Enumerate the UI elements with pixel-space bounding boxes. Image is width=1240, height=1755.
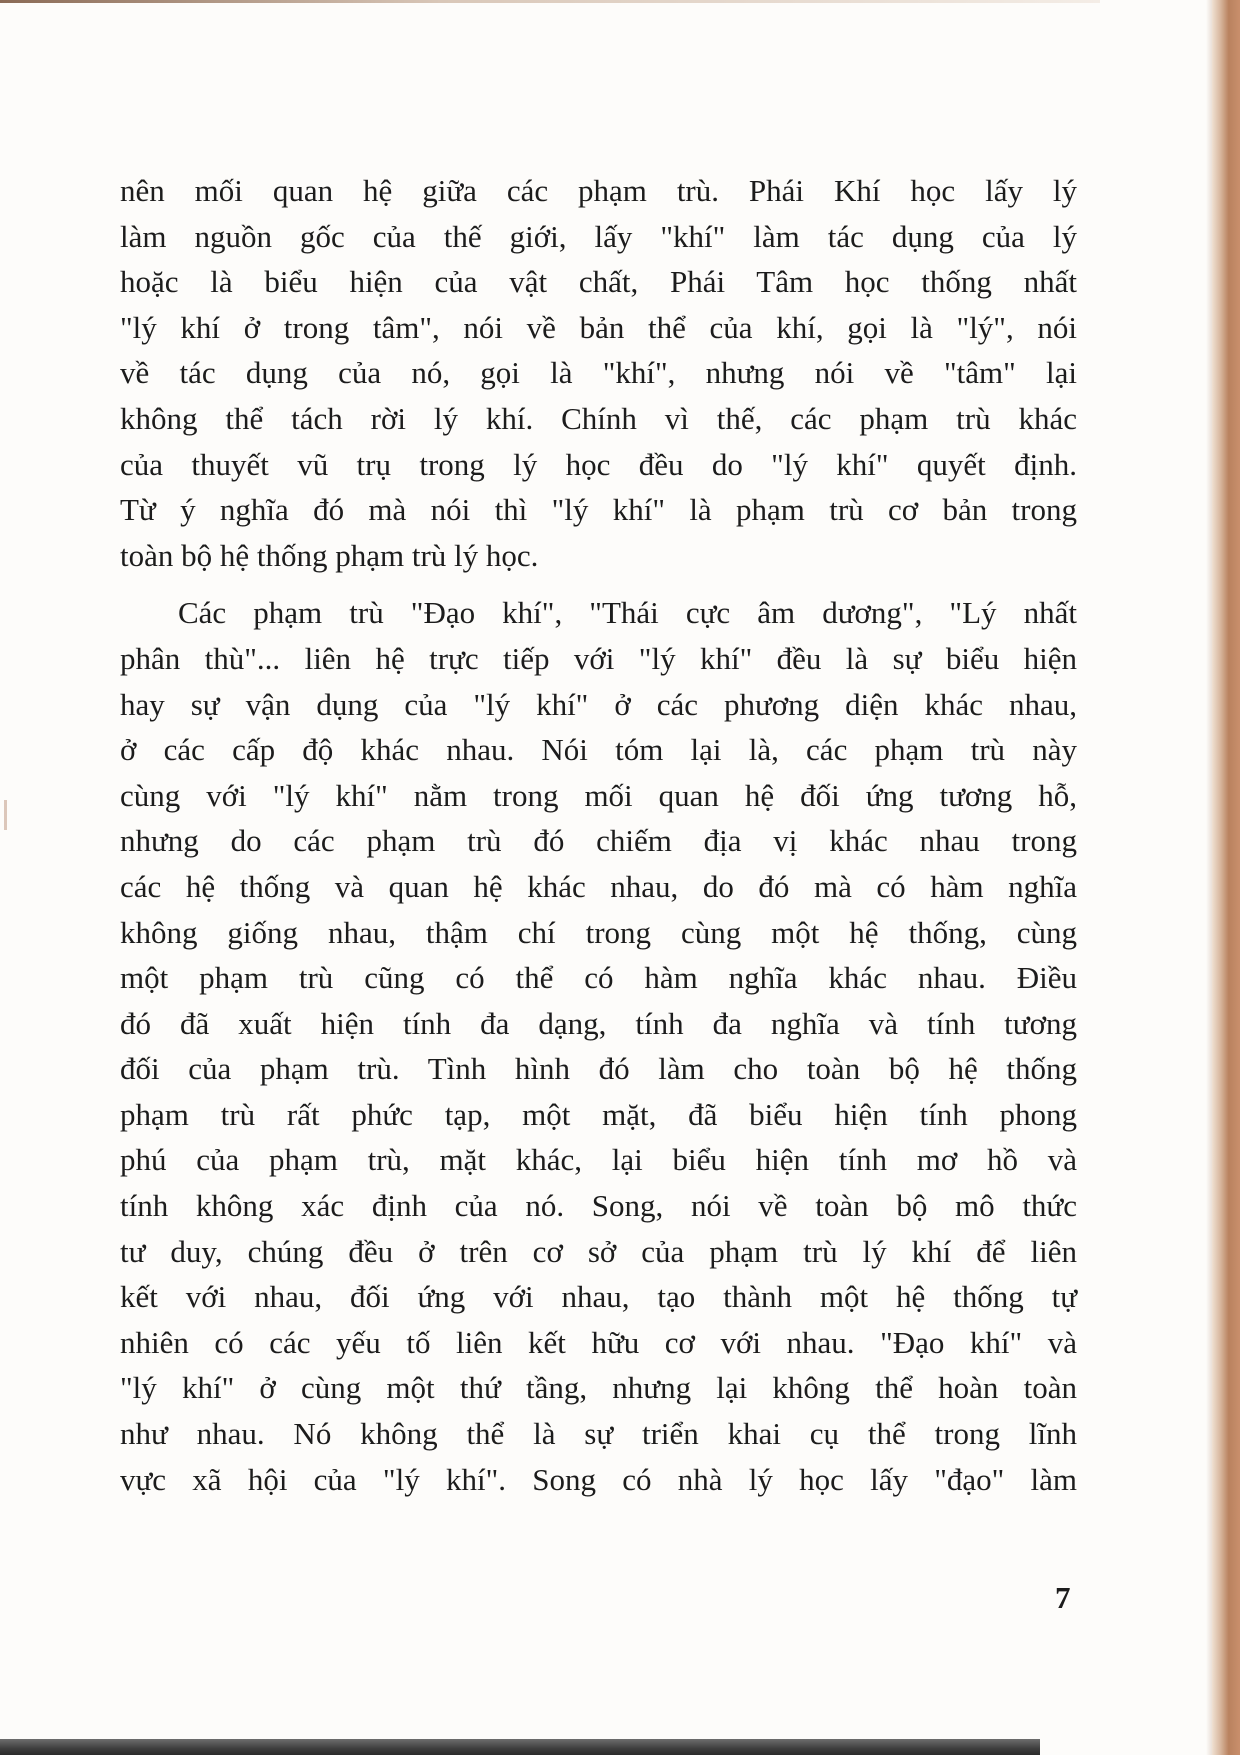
- text-line: nhiên có các yếu tố liên kết hữu cơ với nhau. "Đạo khí" và: [120, 1324, 1077, 1360]
- text-line: của thuyết vũ trụ trong lý học đều do "lý khí" quyết định.: [120, 446, 1077, 482]
- page-left-mark: [4, 800, 7, 830]
- page-bottom-edge: [0, 1739, 1040, 1755]
- text-line: phân thù"... liên hệ trực tiếp với "lý khí" đều là sự biểu hiện: [120, 640, 1077, 676]
- text-line: "lý khí ở trong tâm", nói về bản thể của khí, gọi là "lý", nói: [120, 309, 1077, 345]
- body-text: [120, 168, 1077, 1502]
- text-line: không thể tách rời lý khí. Chính vì thế, các phạm trù khác: [120, 400, 1077, 436]
- text-line: nhưng do các phạm trù đó chiếm địa vị khác nhau trong: [120, 823, 1077, 859]
- text-line: các hệ thống và quan hệ khác nhau, do đó mà có hàm nghĩa: [120, 868, 1077, 904]
- page-top-edge: [0, 0, 1100, 3]
- text-line: hoặc là biểu hiện của vật chất, Phái Tâm học thống nhất: [120, 264, 1077, 300]
- text-line: một phạm trù cũng có thể có hàm nghĩa khác nhau. Điều: [120, 960, 1077, 996]
- text-line: hay sự vận dụng của "lý khí" ở các phương diện khác nhau,: [120, 686, 1077, 722]
- text-line: kết với nhau, đối ứng với nhau, tạo thành một hệ thống tự: [120, 1279, 1077, 1315]
- text-line: như nhau. Nó không thể là sự triển khai cụ thể trong lĩnh: [120, 1416, 1077, 1452]
- page-number: 7: [1055, 1580, 1071, 1615]
- text-line: toàn bộ hệ thống phạm trù lý học.: [120, 537, 539, 573]
- text-line: phú của phạm trù, mặt khác, lại biểu hiện tính mơ hồ và: [120, 1142, 1077, 1178]
- text-line: tính không xác định của nó. Song, nói về toàn bộ mô thức: [120, 1188, 1077, 1224]
- text-line: không giống nhau, thậm chí trong cùng một hệ thống, cùng: [120, 914, 1077, 950]
- text-line: về tác dụng của nó, gọi là "khí", nhưng nói về "tâm" lại: [120, 355, 1077, 391]
- text-line: đối của phạm trù. Tình hình đó làm cho toàn bộ hệ thống: [120, 1051, 1077, 1087]
- text-line: tư duy, chúng đều ở trên cơ sở của phạm trù lý khí để liên: [120, 1233, 1077, 1269]
- text-line: đó đã xuất hiện tính đa dạng, tính đa nghĩa và tính tương: [120, 1005, 1077, 1041]
- page-right-edge: [1212, 0, 1240, 1755]
- text-line: Từ ý nghĩa đó mà nói thì "lý khí" là phạm trù cơ bản trong: [120, 492, 1077, 528]
- text-line: ở các cấp độ khác nhau. Nói tóm lại là, các phạm trù này: [120, 732, 1077, 768]
- text-line: cùng với "lý khí" nằm trong mối quan hệ đối ứng tương hỗ,: [120, 777, 1077, 813]
- text-line: làm nguồn gốc của thế giới, lấy "khí" làm tác dụng của lý: [120, 218, 1077, 254]
- text-line: "lý khí" ở cùng một thứ tầng, nhưng lại không thể hoàn toàn: [120, 1370, 1077, 1406]
- text-line: nên mối quan hệ giữa các phạm trù. Phái Khí học lấy lý: [120, 173, 1077, 208]
- paragraph-gap: [120, 578, 1077, 590]
- text-line: vực xã hội của "lý khí". Song có nhà lý học lấy "đạo" làm: [120, 1461, 1077, 1497]
- text-line: Các phạm trù "Đạo khí", "Thái cực âm dương", "Lý nhất: [178, 595, 1077, 631]
- text-line: phạm trù rất phức tạp, một mặt, đã biểu hiện tính phong: [120, 1096, 1077, 1132]
